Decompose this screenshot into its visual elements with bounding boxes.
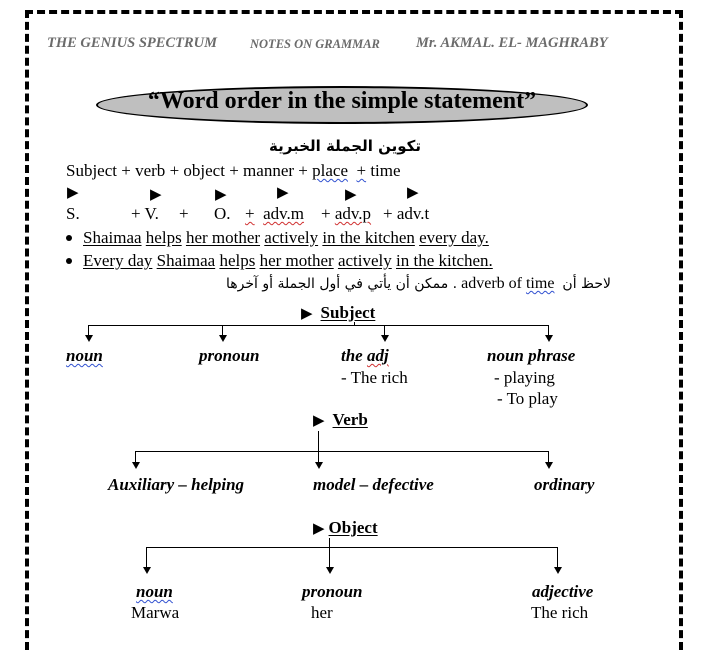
page-title: “Word order in the simple statement” [147, 88, 537, 114]
example-sentence-1: Shaimaa helps her mother actively in the kitchen every day. [66, 228, 489, 248]
object-branch-drop [557, 547, 558, 567]
subject-heading: ▶ Subject [301, 303, 376, 322]
formula-time: time [370, 161, 401, 180]
subject-noun-phrase: noun phrase [487, 346, 576, 365]
object-branch-drop [329, 547, 330, 567]
arrow-down-icon [219, 335, 227, 342]
object-pronoun: pronoun [302, 582, 363, 601]
formula-subject: Subject [66, 161, 117, 180]
triangle-icon: ▶ [407, 185, 419, 201]
arrow-down-icon [143, 567, 151, 574]
abbrev-adv-time: + adv.t [383, 204, 430, 223]
subject-pronoun: pronoun [199, 346, 260, 365]
abbrev-plus: + [179, 204, 189, 223]
object-heading: ▶ Object [313, 518, 378, 537]
triangle-icon: ▶ [313, 413, 325, 429]
abbrev-s: S. [66, 204, 80, 223]
arrow-down-icon [85, 335, 93, 342]
arrow-down-icon [132, 462, 140, 469]
subject-branch-line [88, 325, 549, 326]
verb-model: model – defective [313, 475, 434, 494]
object-pronoun-example: her [311, 603, 333, 622]
subject-branch-drop [222, 325, 223, 335]
bullet-icon [66, 258, 72, 264]
formula-verb: verb [135, 161, 166, 180]
bullet-icon [66, 235, 72, 241]
example-sentence-2: Every day Shaimaa helps her mother actively in the kitchen. [66, 251, 493, 271]
verb-heading: ▶ Verb [313, 410, 368, 429]
object-adjective-example: The rich [531, 603, 589, 622]
arrow-down-icon [381, 335, 389, 342]
object-adjective: adjective [532, 582, 594, 601]
arrow-down-icon [545, 335, 553, 342]
subject-phrase-example-1: - playing [494, 368, 555, 387]
arrow-down-icon [326, 567, 334, 574]
object-branch-line [146, 547, 558, 548]
verb-branch-drop [135, 451, 136, 462]
triangle-icon: ▶ [345, 187, 357, 203]
triangle-icon: ▶ [215, 187, 227, 203]
triangle-icon: ▶ [277, 185, 289, 201]
word-order-formula: Subject + verb + object + manner + place + time [66, 161, 401, 180]
object-branch-drop [146, 547, 147, 567]
abbrev-adv-manner: + adv.m [245, 204, 305, 223]
verb-stem [318, 431, 319, 451]
object-stem [329, 538, 330, 547]
verb-ordinary: ordinary [534, 475, 595, 494]
abbrev-v: + V. [131, 204, 159, 223]
triangle-icon: ▶ [301, 306, 313, 322]
verb-branch-line [135, 451, 549, 452]
formula-place: place [312, 161, 348, 180]
object-noun-example: Marwa [131, 603, 180, 622]
header-teacher: Mr. AKMAL. EL- MAGHRABY [416, 35, 608, 51]
verb-branch-drop [318, 451, 319, 462]
arabic-title: تكوين الجملة الخبرية [269, 137, 421, 155]
abbrev-o: O. [214, 204, 231, 223]
subject-adj: the adj [341, 346, 389, 365]
arrow-down-icon [554, 567, 562, 574]
object-noun: noun [136, 582, 173, 601]
note-line: ممكن أن يأتي في أول الجملة أو آخرها . adverb of time لاحظ أن [226, 275, 611, 292]
abbrev-adv-place: + adv.p [321, 204, 372, 223]
subject-adj-example: - The rich [341, 368, 408, 387]
subject-noun: noun [66, 346, 103, 365]
verb-branch-drop [548, 451, 549, 462]
triangle-icon: ▶ [67, 185, 79, 201]
subject-branch-drop [88, 325, 89, 335]
header-subject: NOTES ON GRAMMAR [250, 37, 380, 51]
subject-branch-drop [384, 325, 385, 335]
formula-object: object [183, 161, 225, 180]
arrow-down-icon [545, 462, 553, 469]
header-school: THE GENIUS SPECTRUM [47, 35, 218, 51]
formula-manner: manner [243, 161, 295, 180]
verb-auxiliary: Auxiliary – helping [108, 475, 245, 494]
triangle-icon: ▶ [150, 187, 162, 203]
arrow-down-icon [315, 462, 323, 469]
subject-branch-drop [548, 325, 549, 335]
subject-phrase-example-2: - To play [497, 389, 558, 408]
triangle-icon: ▶ [313, 521, 325, 537]
